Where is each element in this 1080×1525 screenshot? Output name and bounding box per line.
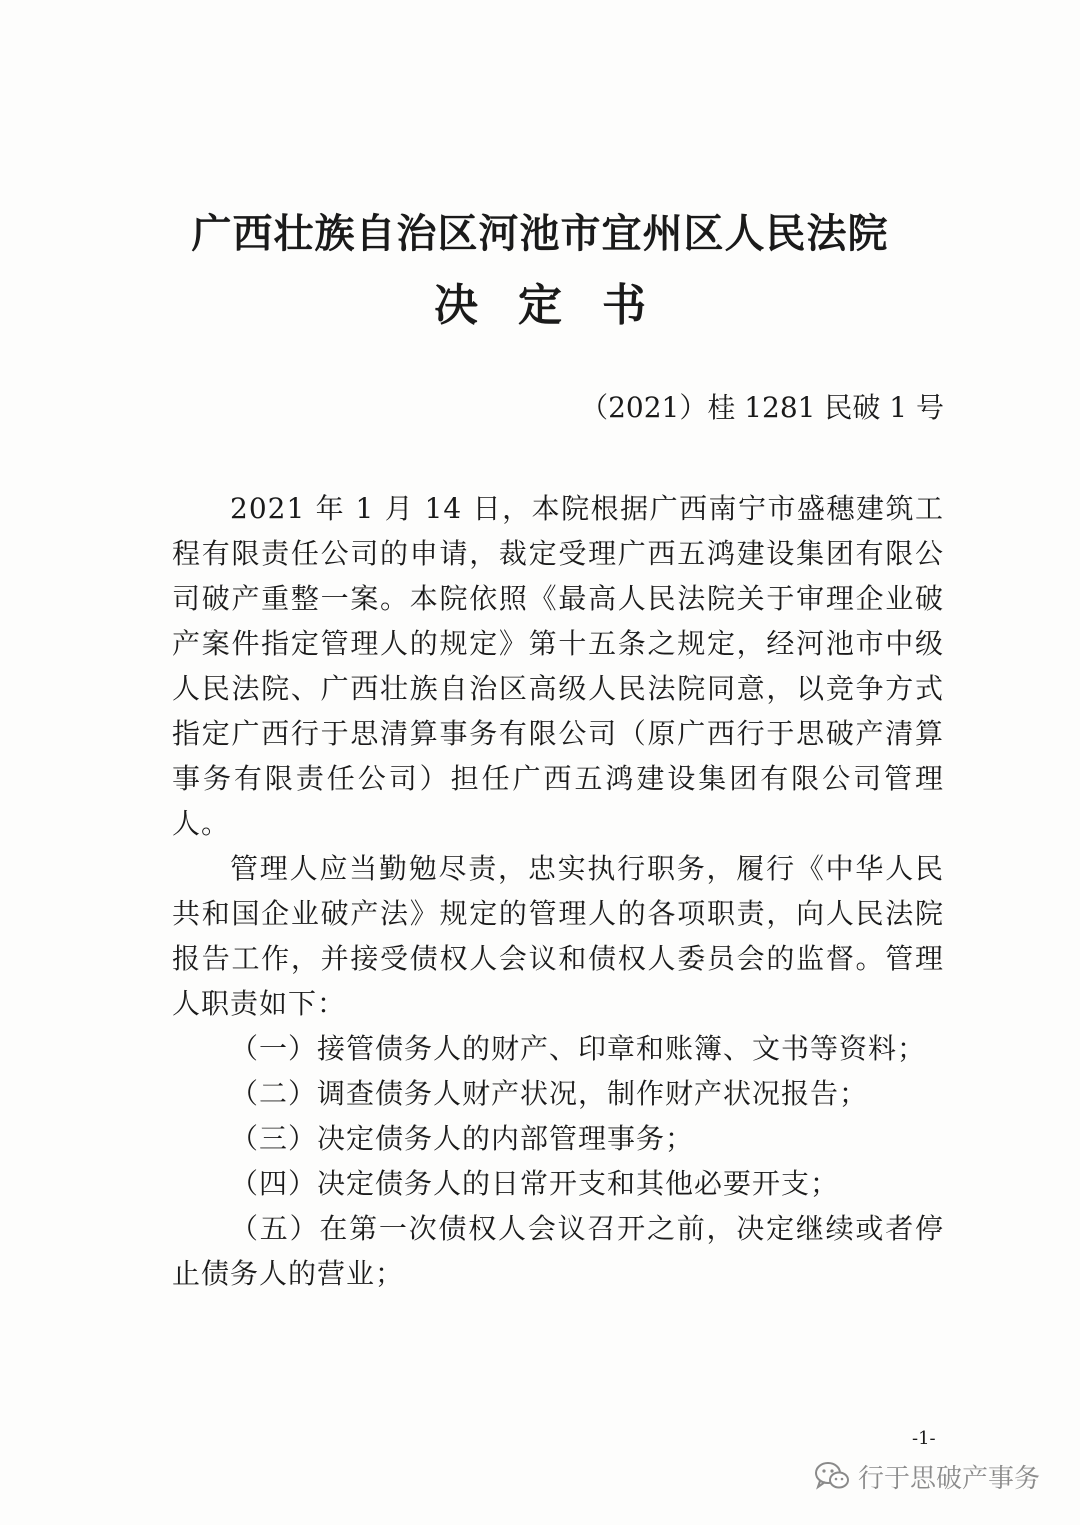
duty-item: （一）接管债务人的财产、印章和账簿、文书等资料；: [230, 1032, 927, 1065]
court-name-heading: 广西壮族自治区河池市宜州区人民法院: [191, 210, 889, 257]
paragraph-appointment: 2021 年 1 月 14 日，本院根据广西南宁市盛穗建筑工程有限责任公司的申请，裁定受理广西五鸿建设集团有限公司破产重整一案。本院依照《最高人民法院关于审理企业破产案件指定管理人的规定》第十五条之规定，经河池市中级人民法院、广西壮族自治区高级人民法院同意，以竞争方式指定广西行于思清算事务有限公司（原广西行于思破产清算事务有限责任公司）担任广西五鸿建设集团有限公司管理人。: [172, 492, 944, 840]
duty-item: （三）决定债务人的内部管理事务；: [230, 1122, 695, 1155]
duty-item: （四）决定债务人的日常开支和其他必要开支；: [230, 1167, 840, 1200]
paragraph-duties-intro: 管理人应当勤勉尽责，忠实执行职务，履行《中华人民共和国企业破产法》规定的管理人的各项职责，向人民法院报告工作，并接受债权人会议和债权人委员会的监督。管理人职责如下：: [172, 852, 944, 1020]
page-number: -1-: [912, 1428, 936, 1449]
wechat-icon: [814, 1461, 850, 1491]
watermark: [814, 1456, 1040, 1496]
document-body: [172, 486, 944, 1296]
watermark-text: 行于思破产事务: [858, 1463, 1041, 1494]
document-type-heading: 决定书: [434, 280, 686, 331]
case-number: （2021）桂 1281 民破 1 号: [580, 391, 944, 424]
duty-item: （五）在第一次债权人会议召开之前，决定继续或者停止债务人的营业；: [172, 1212, 944, 1290]
duty-item: （二）调查债务人财产状况，制作财产状况报告；: [230, 1077, 869, 1110]
